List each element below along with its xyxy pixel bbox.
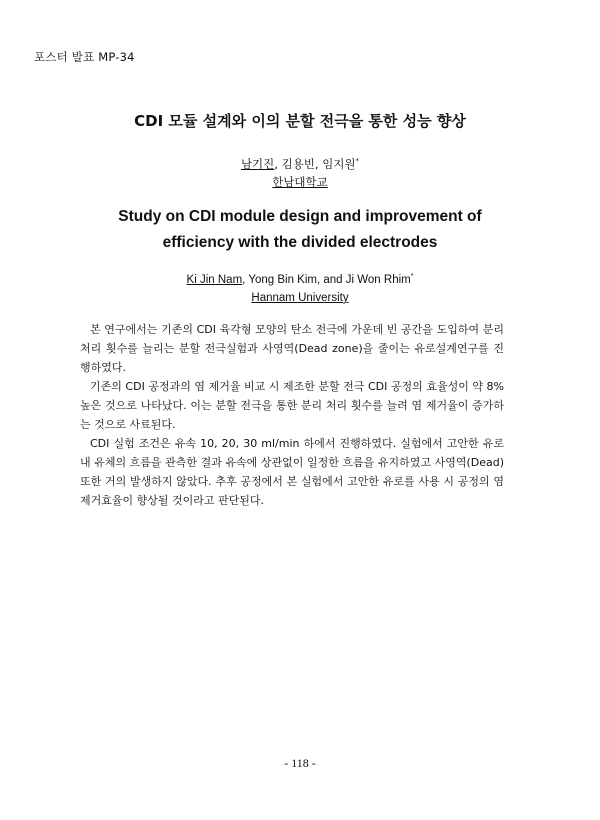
author-name: 임지원 (322, 156, 356, 171)
paper-title-english (0, 204, 600, 256)
corresponding-author-mark: * (355, 157, 360, 165)
abstract-paragraph: 본 연구에서는 기존의 CDI 육각형 모양의 탄소 전극에 가운데 빈 공간을 도입하여 분리 처리 횟수를 늘리는 분할 전극실험과 사영역(Dead zone)을 줄이는 유로설계연구를 진행하였다. (80, 323, 504, 374)
title-en-line-1: Study on CDI module design and improvement of (118, 208, 482, 225)
author-name: Yong Bin Kim (248, 273, 317, 286)
author-separator: , (242, 273, 249, 286)
author-separator: , (274, 156, 282, 171)
corresponding-author-mark: * (410, 273, 414, 280)
author-name: 남기진 (240, 156, 275, 171)
author-name: 김용빈 (281, 156, 315, 171)
authors-korean (0, 152, 600, 191)
author-separator: , (314, 156, 323, 171)
abstract-paragraph: CDI 실험 조건은 유속 10, 20, 30 ml/min 하에서 진행하였다. 실험에서 고안한 유로 내 유체의 흐름을 관측한 결과 유속에 상관없이 일정한 흐름을 유지하였고 사영역(Dead) 또한 거의 발생하지 않았다. 추후 공정에서 본 실험에서 고안한 유로를 사용 시 공정의 염 제거효율이 향상될 것이라고 판단된다. (80, 437, 504, 507)
session-label: 포스터 발표 MP-34 (34, 50, 135, 64)
authors-english (0, 268, 600, 307)
author-list-english (0, 268, 600, 289)
author-separator: , and (316, 273, 346, 286)
author-list-korean (0, 152, 600, 173)
paper-title-korean: CDI 모듈 설계와 이의 분할 전극을 통한 성능 향상 (134, 112, 466, 130)
abstract-paragraph: 기존의 CDI 공정과의 염 제거율 비교 시 제조한 분할 전극 CDI 공정의 효율성이 약 8% 높은 것으로 나타났다. 이는 분할 전극을 통한 분리 처리 횟수를 늘려 염 제거율이 증가하는 것으로 사료된다. (80, 380, 504, 431)
page-number: - 118 - (284, 756, 316, 770)
abstract-body (80, 320, 504, 510)
author-name: Ji Won Rhim (345, 273, 411, 286)
author-name: Ki Jin Nam (186, 273, 243, 286)
title-en-line-2: efficiency with the divided electrodes (162, 234, 438, 251)
affiliation-english: Hannam University (251, 291, 349, 304)
affiliation-korean: 한남대학교 (272, 174, 328, 189)
